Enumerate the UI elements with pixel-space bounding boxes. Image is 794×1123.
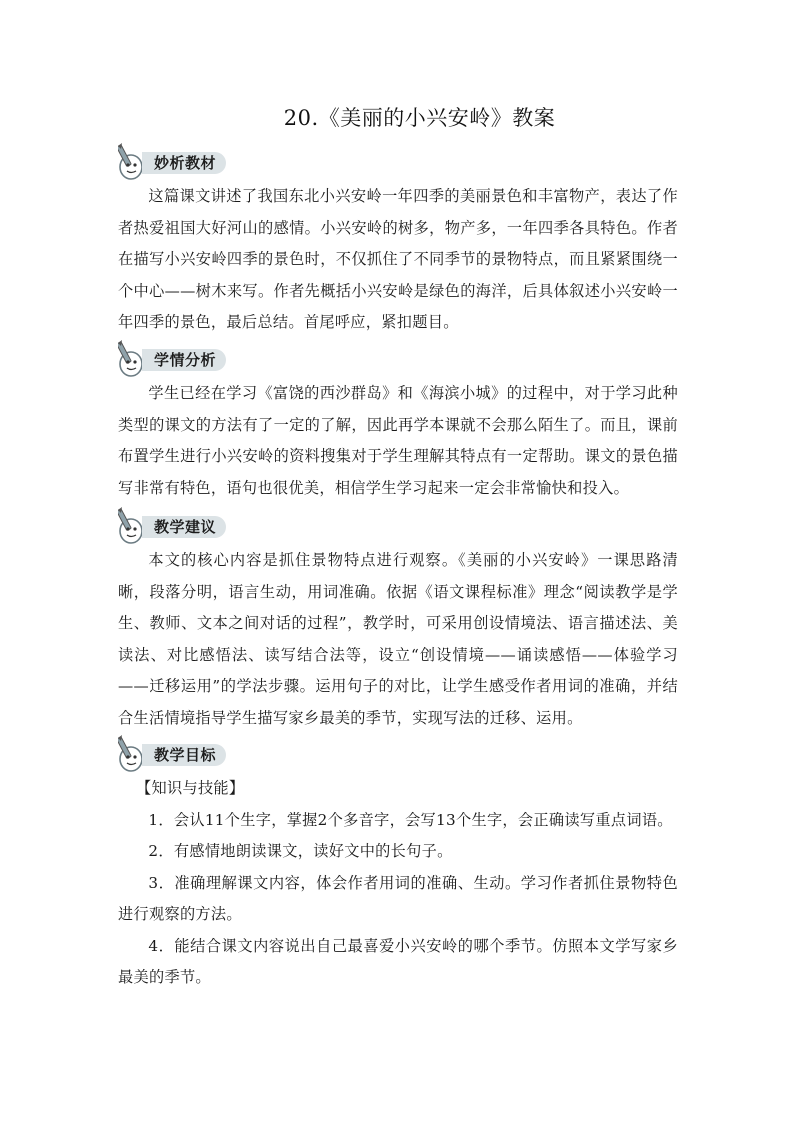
section-label: 教学建议 — [142, 516, 226, 538]
section-header — [118, 143, 678, 181]
section-miaoxi — [118, 143, 678, 339]
list-item: 1．会认11个生字，掌握2个多音字，会写13个生字，会正确读写重点词语。 — [148, 810, 673, 829]
section-xueqing — [118, 340, 678, 504]
page-title: 20.《美丽的小兴安岭》教案 — [283, 106, 556, 130]
section-paragraph: 这篇课文讲述了我国东北小兴安岭一年四季的美丽景色和丰富物产，表达了作者热爱祖国大好河山的感情。小兴安岭的树多，物产多，一年四季各具特色。作者在描写小兴安岭四季的景色时，不仅抓住了不同季节的景物特点，而且紧紧围绕一个中心——树木来写。作者先概括小兴安岭是绿色的海洋，后具体叙述小兴安岭一年四季的景色，最后总结。首尾呼应，紧扣题目。 — [118, 187, 678, 331]
section-label: 学情分析 — [142, 349, 226, 371]
section-header — [118, 735, 678, 773]
list-item: 2．有感情地朗读课文，读好文中的长句子。 — [148, 842, 453, 860]
section-label: 教学目标 — [142, 744, 226, 766]
subheading: 【知识与技能】 — [136, 779, 245, 797]
list-item: 3．准确理解课文内容，体会作者用词的准确、生动。学习作者抓住景物特色进行观察的方法。 — [118, 873, 678, 923]
section-paragraph: 学生已经在学习《富饶的西沙群岛》和《海滨小城》的过程中，对于学习此种类型的课文的方法有了一定的了解，因此再学本课就不会那么陌生了。而且，课前布置学生进行小兴安岭的资料搜集对于学生理解其特点有一定帮助。课文的景色描写非常有特色，语句也很优美，相信学生学习起来一定会非常愉快和投入。 — [118, 384, 678, 497]
section-header — [118, 340, 678, 378]
section-jianyi — [118, 507, 678, 734]
section-header — [118, 507, 678, 545]
list-item: 4．能结合课文内容说出自己最喜爱小兴安岭的哪个季节。仿照本文学写家乡最美的季节。 — [118, 936, 678, 986]
section-mubiao — [118, 735, 678, 994]
section-label: 妙析教材 — [142, 152, 226, 174]
section-paragraph: 本文的核心内容是抓住景物特点进行观察。《美丽的小兴安岭》一课思路清晰，段落分明，语言生动，用词准确。依据《语文课程标准》理念“阅读教学是学生、教师、文本之间对话的过程”，教学时，可采用创设情境法、语言描述法、美读法、对比感悟法、读写结合法等，设立“创设情境——诵读感悟——体验学习——迁移运用”的学法步骤。运用句子的对比，让学生感受作者用词的准确，并结合生活情境指导学生描写家乡最美的季节，实现写法的迁移、运用。 — [118, 551, 678, 727]
